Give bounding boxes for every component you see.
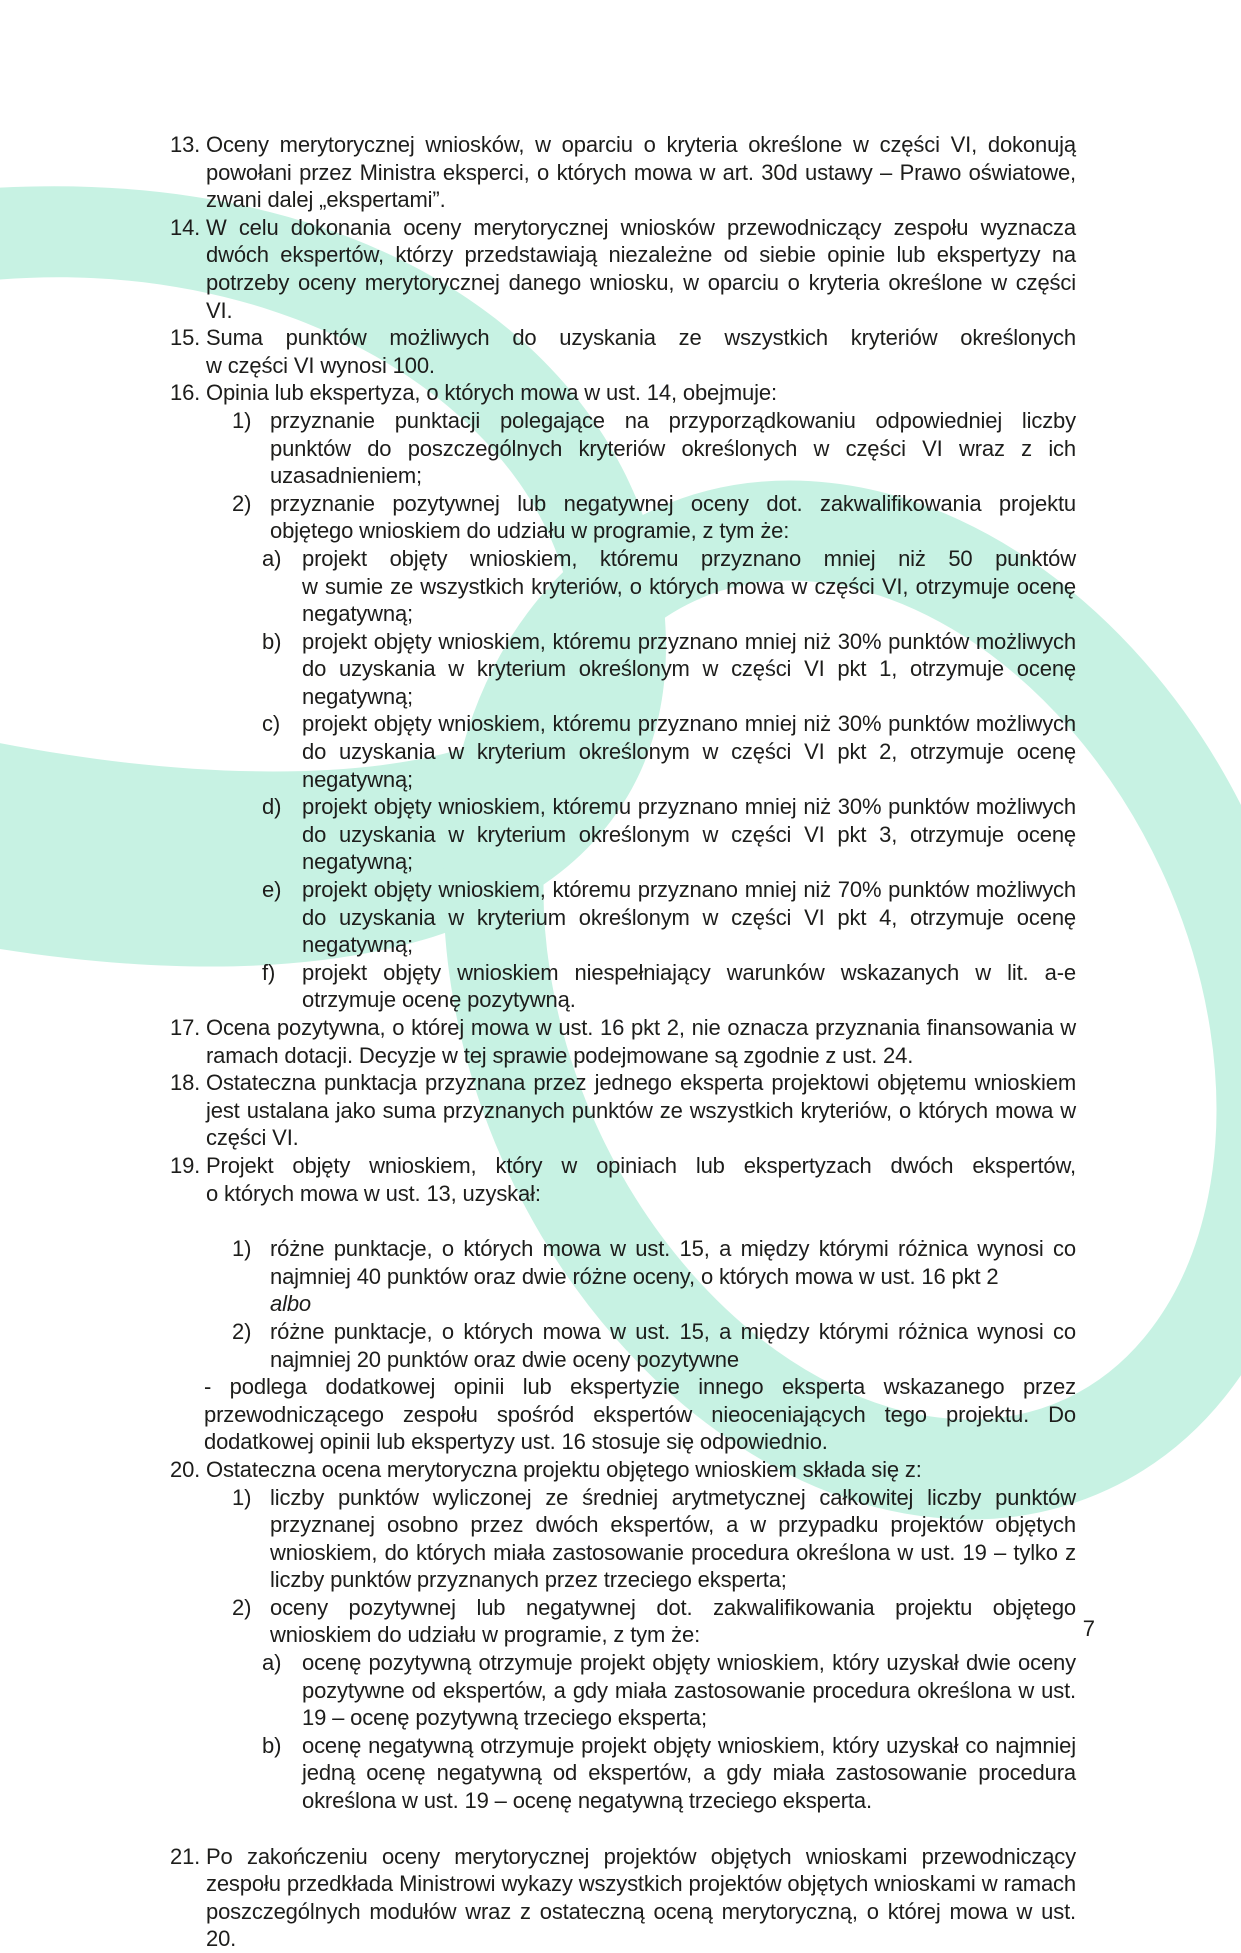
list-item — [262, 710, 1076, 793]
list-item — [232, 1594, 1076, 1649]
list-item-body — [270, 1594, 1076, 1649]
list-item — [232, 1318, 1076, 1373]
spacer — [170, 1815, 1076, 1843]
list-marker: 15. — [170, 325, 201, 351]
list-item — [170, 131, 1076, 214]
spacer — [170, 1207, 1076, 1235]
list-item — [262, 793, 1076, 876]
list-item — [262, 1732, 1076, 1815]
list-item — [170, 1069, 1076, 1152]
list-item — [262, 876, 1076, 959]
list-text: W celu dokonania oceny merytorycznej wniosków przewodniczący zespołu wyznacza dwóch ekspertów, którzy przedstawiają niezależne od siebie opinie lub ekspertyzy na potrzeby oceny merytorycznej danego wniosku, w oparciu o kryteria określone w części VI. — [206, 214, 1076, 323]
list-item-body — [206, 131, 1076, 214]
list-item — [170, 1843, 1076, 1953]
list-text: w części VI wynosi 100. — [206, 352, 435, 378]
list-item-body — [270, 490, 1076, 545]
list-item-body — [302, 959, 1076, 1014]
list-item-body — [206, 1456, 1076, 1484]
document-body — [170, 131, 1076, 1953]
list-text: projekt objęty wnioskiem, któremu przyznano mniej niż 30% punktów możliwych do uzyskania w kryterium określonym w części VI pkt 2, otrzymuje ocenę negatywną; — [302, 711, 1076, 792]
list-item — [262, 959, 1076, 1014]
list-item-body — [206, 214, 1076, 324]
list-text: o których mowa w ust. 13, uzyskał: — [206, 1180, 541, 1206]
list-item — [262, 628, 1076, 711]
list-marker: b) — [262, 1732, 282, 1758]
list-text: projekt objęty wnioskiem, któremu przyznano mniej niż 70% punktów możliwych do uzyskania w kryterium określonym w części VI pkt 4, otrzymuje ocenę negatywną; — [302, 877, 1076, 958]
list-item-body — [270, 1235, 1076, 1318]
list-marker: 20. — [170, 1456, 201, 1482]
list-note-italic: albo — [270, 1291, 311, 1317]
list-text: Oceny merytorycznej wniosków, w oparciu o kryteria określone w części VI, dokonują powołani przez Ministra eksperci, o których mowa w art. 30d ustawy – Prawo oświatowe, zwani dalej „ekspertami”. — [206, 132, 1076, 213]
list-item-body — [206, 379, 1076, 407]
list-marker: a) — [262, 545, 282, 571]
list-marker: d) — [262, 794, 282, 820]
list-item — [262, 545, 1076, 628]
list-item — [170, 214, 1076, 324]
list-item-body — [302, 710, 1076, 793]
list-text: Ocena pozytywna, o której mowa w ust. 16 pkt 2, nie oznacza przyznania finansowania w ramach dotacji. Decyzje w tej sprawie podejmowane są zgodnie z ust. 24. — [206, 1015, 1076, 1068]
list-marker: 18. — [170, 1070, 201, 1096]
list-item — [232, 1235, 1076, 1318]
list-item-body — [270, 1484, 1076, 1594]
list-marker: 1) — [232, 1484, 252, 1510]
list-marker: 14. — [170, 214, 201, 240]
list-marker: 16. — [170, 380, 201, 406]
list-item-body — [270, 1318, 1076, 1373]
list-item — [232, 1484, 1076, 1594]
list-text: Ostateczna ocena merytoryczna projektu objętego wnioskiem składa się z: — [206, 1456, 922, 1482]
list-item — [170, 1456, 1076, 1484]
list-text: przyznanie punktacji polegające na przyporządkowaniu odpowiedniej liczby punktów do poszczególnych kryteriów określonych w części VI wraz z ich uzasadnieniem; — [270, 407, 1076, 489]
list-text: Suma punktów możliwych do uzyskania ze wszystkich kryteriów określonych — [206, 325, 1076, 351]
list-text: ocenę pozytywną otrzymuje projekt objęty wnioskiem, który uzyskał dwie oceny pozytywne od ekspertów, a gdy miała zastosowanie procedura określona w ust. 19 – ocenę pozytywną trzeciego eksperta; — [302, 1650, 1076, 1731]
list-marker: f) — [262, 959, 276, 985]
list-marker: 17. — [170, 1015, 201, 1040]
list-marker: c) — [262, 711, 281, 737]
list-item-body — [302, 793, 1076, 876]
list-text: projekt objęty wnioskiem, któremu przyznano mniej niż 30% punktów możliwych do uzyskania w kryterium określonym w części VI pkt 3, otrzymuje ocenę negatywną; — [302, 794, 1076, 875]
list-text: różne punktacje, o których mowa w ust. 15, a między którymi różnica wynosi co najmniej 40 punktów oraz dwie różne oceny, o których mowa w ust. 16 pkt 2 — [270, 1236, 1076, 1289]
list-text: Po zakończeniu oceny merytorycznej projektów objętych wnioskami przewodniczący zespołu przedkłada Ministrowi wykazy wszystkich projektów objętych wnioskami w ramach poszczególnych modułów wraz z ostateczną oceną merytoryczną, o której mowa w ust. 20. — [206, 1843, 1076, 1952]
list-item — [232, 490, 1076, 545]
list-footer-text: - podlega dodatkowej opinii lub ekspertyzie innego eksperta wskazanego przez przewodniczącego zespołu spośród ekspertów nieoceniających tego projektu. Do dodatkowej opinii lub ekspertyzy ust. 16 stosuje się odpowiednio. — [204, 1374, 1076, 1455]
list-item-body — [302, 628, 1076, 711]
list-text: Projekt objęty wnioskiem, który w opiniach lub ekspertyzach dwóch ekspertów, — [206, 1152, 1076, 1178]
list-marker: e) — [262, 877, 282, 903]
list-text: projekt objęty wnioskiem, któremu przyznano mniej niż 50 punktów — [302, 545, 1076, 571]
list-item — [170, 1152, 1076, 1207]
list-marker: 2) — [232, 1318, 252, 1344]
list-item-body — [302, 545, 1076, 628]
list-item-body — [302, 1732, 1076, 1815]
list-item-body — [302, 1649, 1076, 1732]
list-marker: 19. — [170, 1152, 201, 1178]
list-marker: 1) — [232, 407, 252, 433]
list-item — [232, 407, 1076, 490]
list-text: oceny pozytywnej lub negatywnej dot. zakwalifikowania projektu objętego wnioskiem do udziału w programie, z tym że: — [270, 1594, 1076, 1648]
list-text: w sumie ze wszystkich kryteriów, o których mowa w części VI, otrzymuje ocenę — [302, 573, 1076, 599]
list-item-body — [206, 1152, 1076, 1207]
list-text: negatywną; — [302, 601, 414, 627]
list-marker: 21. — [170, 1843, 201, 1869]
list-text: projekt objęty wnioskiem niespełniający warunków wskazanych w lit. a-e otrzymuje ocenę pozytywną. — [302, 959, 1076, 1013]
list-marker: 2) — [232, 490, 252, 516]
list-item — [170, 324, 1076, 379]
list-item-body — [206, 1843, 1076, 1953]
list-item — [170, 1014, 1076, 1069]
list-marker: 2) — [232, 1594, 252, 1620]
list-item-body — [302, 876, 1076, 959]
page-number: 7 — [1082, 1616, 1095, 1641]
list-item — [262, 1649, 1076, 1732]
list-text: Ostateczna punktacja przyznana przez jednego eksperta projektowi objętemu wnioskiem jest ustalana jako suma przyznanych punktów ze wszystkich kryteriów, o których mowa w części VI. — [206, 1070, 1076, 1151]
list-text: ocenę negatywną otrzymuje projekt objęty wnioskiem, który uzyskał co najmniej jedną ocenę negatywną od ekspertów, a gdy miała zastosowanie procedura określona w ust. 19 – ocenę negatywną trzeciego eksperta. — [302, 1732, 1076, 1814]
list-item-body — [206, 1069, 1076, 1152]
list-item-body — [270, 407, 1076, 490]
list-marker: b) — [262, 628, 282, 654]
list-text: przyznanie pozytywnej lub negatywnej oceny dot. zakwalifikowania projektu objętego wnioskiem do udziału w programie, z tym że: — [270, 490, 1076, 544]
list-marker: 13. — [170, 132, 201, 157]
list-marker: a) — [262, 1650, 282, 1676]
list-text: Opinia lub ekspertyza, o których mowa w ust. 14, obejmuje: — [206, 380, 777, 406]
list-item-body — [206, 324, 1076, 379]
list-item-body — [206, 1014, 1076, 1069]
list-marker: 1) — [232, 1236, 252, 1262]
list-item — [170, 379, 1076, 407]
list-text: różne punktacje, o których mowa w ust. 15, a między którymi różnica wynosi co najmniej 20 punktów oraz dwie oceny pozytywne — [270, 1318, 1076, 1372]
list-text: liczby punktów wyliczonej ze średniej arytmetycznej całkowitej liczby punktów przyznanej osobno przez dwóch ekspertów, a w przypadku projektów objętych wnioskiem, do których miała zastosowanie procedura określona w ust. 19 – tylko z liczby punktów przyznanych przez trzeciego eksperta; — [270, 1484, 1076, 1593]
list-text: projekt objęty wnioskiem, któremu przyznano mniej niż 30% punktów możliwych do uzyskania w kryterium określonym w części VI pkt 1, otrzymuje ocenę negatywną; — [302, 628, 1076, 709]
